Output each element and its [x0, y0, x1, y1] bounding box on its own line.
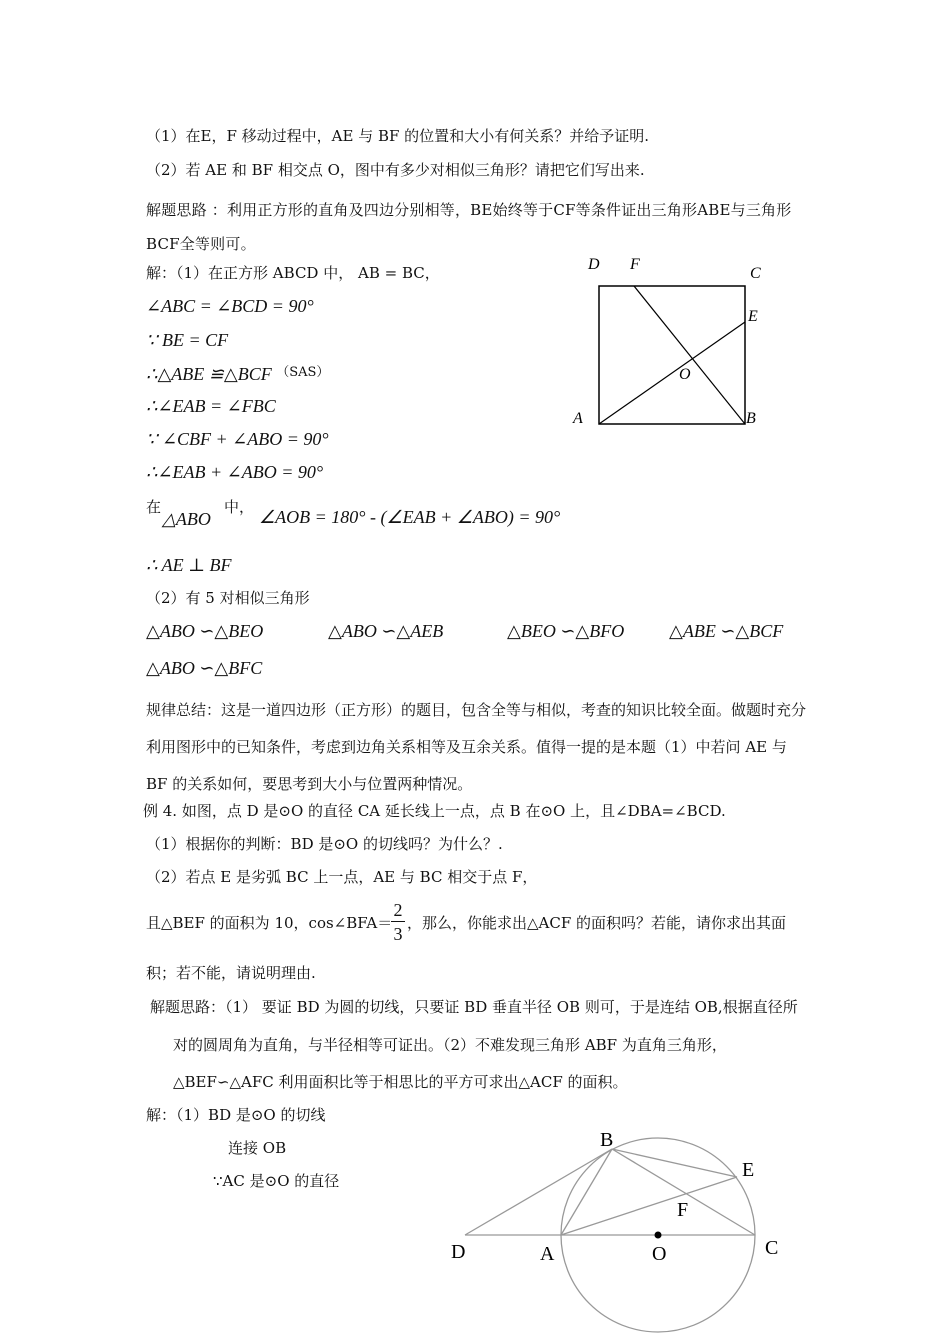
segment-ae [599, 322, 745, 424]
label-c: C [750, 265, 761, 282]
summary: 规律总结：这是一道四边形（正方形）的题目，包含全等与相似，考查的知识比较全面。做题时充分利用图形中的已知条件，考虑到边角关系相等及互余关系。值得一提的是本题（1）中若问 AE 与 BF 的关系如何，要思考到大小与位置两种情况。 [146, 701, 807, 793]
solution-line-3: ∵ BE = CF [146, 330, 229, 350]
question-2: （2）若 AE 和 BF 相交点 O，图中有多少对相似三角形？请把它们写出来. [146, 161, 645, 179]
fraction-bar [391, 921, 405, 922]
label-b: B [746, 410, 756, 427]
q3-part-b: ，那么，你能求出△ACF 的面积吗？若能，请你求出其面 [407, 914, 787, 932]
similar-pair-5: △ABO ∽△BFC [146, 658, 263, 678]
label-e: E [742, 1159, 755, 1181]
angle-equation: ∠AOB = 180° - (∠EAB + ∠ABO) = 90° [259, 507, 561, 527]
congruence-statement: ∴△ABE ≌△BCF [146, 364, 272, 384]
segment-ae [561, 1177, 737, 1235]
solution-line-6: ∵ ∠CBF + ∠ABO = 90° [146, 429, 329, 449]
fraction-denominator: 3 [393, 924, 403, 944]
in-label: 在 [146, 498, 162, 516]
sas-note: （SAS） [276, 365, 330, 380]
example-4-solution-3: ∵AC 是⊙O 的直径 [213, 1172, 340, 1190]
segment-be [612, 1149, 737, 1177]
example-4-solution-1: 解：（1）BD 是⊙O 的切线 [146, 1106, 326, 1124]
circle-figure [440, 1120, 800, 1344]
label-o: O [652, 1243, 667, 1265]
label-a: A [573, 410, 583, 427]
question-1: （1）在E，F 移动过程中，AE 与 BF 的位置和大小有何关系？并给予证明. [146, 127, 649, 145]
solution-2-title: （2）有 5 对相似三角形 [146, 589, 310, 607]
label-a: A [540, 1243, 555, 1265]
label-f: F [677, 1199, 689, 1221]
segment-ab [561, 1149, 612, 1235]
solution-line-9: ∴ AE ⊥ BF [146, 555, 232, 575]
example-4-hint-3: △BEF∽△AFC 利用面积比等于相思比的平方可求出△ACF 的面积。 [173, 1073, 628, 1091]
example-4-solution-2: 连接 OB [228, 1139, 287, 1157]
solution-line-1: 解：（1）在正方形 ABCD 中， AB = BC， [146, 264, 440, 282]
label-o: O [679, 366, 691, 383]
solution-line-5: ∴∠EAB = ∠FBC [146, 396, 276, 416]
square-figure [560, 250, 780, 440]
center-point-o [655, 1232, 662, 1239]
similar-pair-2: △ABO ∽△AEB [328, 621, 444, 641]
example-4-hint: 解题思路：（1） 要证 BD 为圆的切线，只要证 BD 垂直半径 OB 则可，于是连结 OB,根据直径所 [150, 998, 798, 1016]
label-e: E [748, 308, 758, 325]
hint-1: 解题思路 ：利用正方形的直角及四边分别相等，BE始终等于CF等条件证出三角形ABE与三角形BCF全等则可。 [146, 201, 792, 253]
solution-line-4 [146, 363, 329, 384]
example-4-title: 例 4. 如图，点 D 是⊙O 的直径 CA 延长线上一点，点 B 在⊙O 上，且∠DBA=∠BCD. [143, 802, 726, 820]
label-d: D [588, 256, 600, 273]
label-f: F [630, 256, 640, 273]
similar-pair-3: △BEO ∽△BFO [507, 621, 625, 641]
q3-part-a: 且△BEF 的面积为 10，cos∠BFA＝ [146, 914, 393, 932]
solution-line-7: ∴∠EAB + ∠ABO = 90° [146, 462, 324, 482]
example-4-q2: （2）若点 E 是劣弧 BC 上一点，AE 与 BC 相交于点 F， [146, 868, 538, 886]
example-4-hint-2: 对的圆周角为直角，与半径相等可证出。（2）不难发现三角形 ABF 为直角三角形， [173, 1036, 727, 1054]
fraction [390, 900, 406, 945]
segment-db [465, 1149, 612, 1235]
triangle-abo: △ABO [162, 509, 211, 529]
label-c: C [765, 1237, 779, 1259]
segment-bc [612, 1149, 755, 1235]
example-4-q1: （1）根据你的判断：BD 是⊙O 的切线吗？为什么？. [146, 835, 503, 853]
square-abcd [599, 286, 745, 424]
solution-line-2: ∠ABC = ∠BCD = 90° [146, 296, 314, 316]
fraction-numerator: 2 [393, 900, 403, 920]
similar-pair-1: △ABO ∽△BEO [146, 621, 264, 641]
label-b: B [600, 1129, 614, 1151]
in-suffix: 中， [224, 498, 255, 516]
similar-pair-4: △ABE ∽△BCF [669, 621, 784, 641]
label-d: D [451, 1241, 466, 1263]
segment-bf [634, 286, 745, 424]
example-4-q4: 积；若不能，请说明理由. [146, 964, 316, 982]
